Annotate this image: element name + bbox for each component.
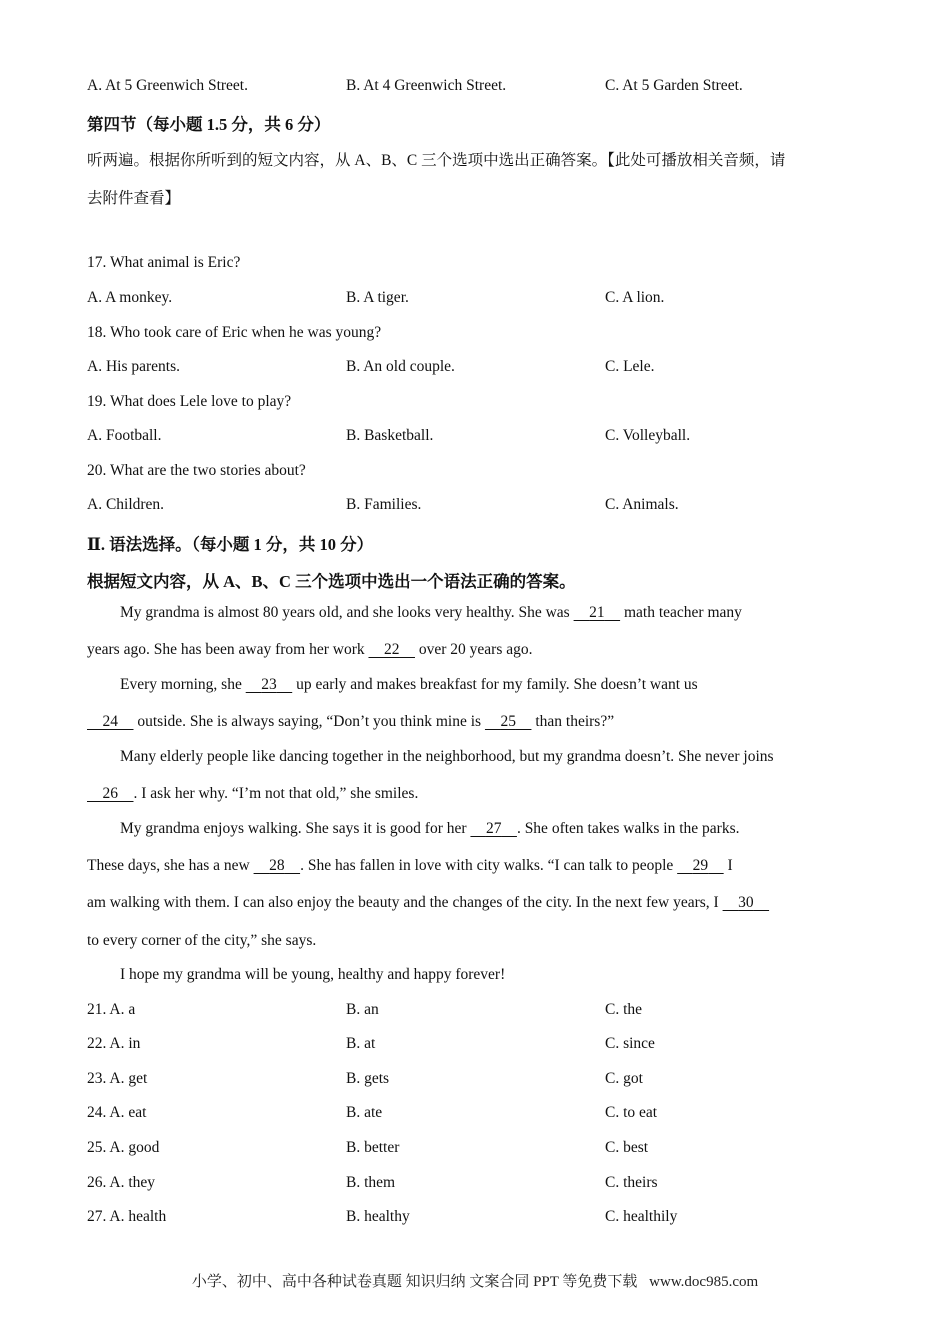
passage-line — [87, 785, 418, 803]
passage-line — [87, 641, 532, 659]
blank-21: 21 — [589, 604, 605, 621]
passage-text: My grandma is almost 80 years old, and she looks very healthy. She was — [120, 604, 574, 621]
q16-option-c: C. At 5 Garden Street. — [605, 77, 743, 94]
q20-option-a: A. Children. — [87, 496, 165, 513]
q23-option-a: 23. A. get — [87, 1070, 148, 1087]
passage-line — [120, 676, 698, 694]
q17-option-a: A. A monkey. — [87, 289, 173, 306]
q18-option-c: C. Lele. — [605, 358, 655, 375]
q23-option-c: C. got — [605, 1070, 643, 1087]
q20-option-b: B. Families. — [346, 496, 422, 513]
blank-22: 22 — [383, 641, 400, 658]
q24-option-a: 24. A. eat — [87, 1104, 147, 1121]
passage-text: than theirs?” — [531, 713, 615, 730]
passage-text: to every corner of the city,” she says. — [87, 932, 317, 949]
q19-option-c: C. Volleyball. — [605, 427, 691, 444]
q26-option-c: C. theirs — [605, 1174, 658, 1191]
q22-option-c: C. since — [605, 1035, 655, 1052]
q25-option-b: B. better — [346, 1139, 400, 1156]
footer-url[interactable]: www.doc985.com — [649, 1274, 759, 1290]
passage-text: . She has fallen in love with city walks. “I can talk to people — [300, 857, 678, 874]
footer-text: 小学、初中、高中各种试卷真题 知识归纳 文案合同 PPT 等免费下载 — [191, 1274, 638, 1290]
passage-text: Every morning, she — [120, 676, 246, 693]
q17-question: 17. What animal is Eric? — [87, 254, 241, 271]
q20-question: 20. What are the two stories about? — [87, 462, 306, 479]
passage-line — [120, 604, 742, 622]
blank-26: 26 — [102, 785, 118, 802]
passage-text: up early and makes breakfast for my family. She doesn’t want us — [292, 676, 698, 693]
q19-question: 19. What does Lele love to play? — [87, 393, 292, 410]
part2-instruction: 根据短文内容，从 A、B、C 三个选项中选出一个语法正确的答案。 — [87, 572, 576, 591]
passage-line — [87, 894, 769, 912]
q16-option-b: B. At 4 Greenwich Street. — [346, 77, 507, 94]
q23-option-b: B. gets — [346, 1070, 390, 1087]
section4-title: 第四节（每小题 1.5 分，共 6 分） — [87, 115, 331, 134]
q27-option-b: B. healthy — [346, 1208, 410, 1225]
q19-option-a: A. Football. — [87, 427, 162, 444]
q24-option-b: B. ate — [346, 1104, 383, 1121]
q21-option-c: C. the — [605, 1001, 643, 1018]
q26-option-a: 26. A. they — [87, 1174, 156, 1191]
passage-text: My grandma enjoys walking. She says it is good for her — [120, 820, 471, 837]
blank-27: 27 — [485, 820, 502, 837]
blank-24: 24 — [102, 713, 118, 730]
page-footer — [0, 1270, 950, 1291]
passage-line — [87, 932, 316, 950]
passage-text: Many elderly people like dancing together in the neighborhood, but my grandma doesn’t. She never joins — [120, 748, 774, 765]
q18-question: 18. Who took care of Eric when he was young? — [87, 324, 382, 341]
q27-option-a: 27. A. health — [87, 1208, 167, 1225]
part2-title: Ⅱ. 语法选择。（每小题 1 分，共 10 分） — [87, 535, 374, 554]
section4-instruction-line2: 去附件查看】 — [87, 190, 181, 207]
q18-option-a: A. His parents. — [87, 358, 180, 375]
passage-text: I hope my grandma will be young, healthy and happy forever! — [120, 966, 506, 983]
passage-text: am walking with them. I can also enjoy the beauty and the changes of the city. In the next few years, I — [87, 894, 723, 911]
q18-option-b: B. An old couple. — [346, 358, 455, 375]
passage-text: years ago. She has been away from her work — [87, 641, 369, 658]
passage-line — [120, 966, 505, 984]
q27-option-c: C. healthily — [605, 1208, 678, 1225]
passage-text: I — [723, 857, 733, 874]
passage-text: math teacher many — [620, 604, 742, 621]
passage-text: outside. She is always saying, “Don’t you think mine is — [133, 713, 485, 730]
passage-text: These days, she has a new — [87, 857, 254, 874]
q17-option-c: C. A lion. — [605, 289, 665, 306]
q22-option-a: 22. A. in — [87, 1035, 141, 1052]
q24-option-c: C. to eat — [605, 1104, 658, 1121]
q21-option-a: 21. A. a — [87, 1001, 136, 1018]
q26-option-b: B. them — [346, 1174, 396, 1191]
q16-option-a: A. At 5 Greenwich Street. — [87, 77, 248, 94]
passage-line — [87, 857, 733, 875]
q21-option-b: B. an — [346, 1001, 379, 1018]
passage-text: . She often takes walks in the parks. — [516, 820, 740, 837]
passage-text: . I ask her why. “I’m not that old,” she smiles. — [133, 785, 419, 802]
passage-line — [120, 820, 740, 838]
blank-30: 30 — [738, 894, 754, 911]
section4-instruction-line1: 听两遍。根据你所听到的短文内容，从 A、B、C 三个选项中选出正确答案。【此处可播放相关音频，请 — [87, 152, 786, 169]
q20-option-c: C. Animals. — [605, 496, 679, 513]
q19-option-b: B. Basketball. — [346, 427, 434, 444]
blank-28: 28 — [269, 857, 285, 874]
passage-line — [120, 748, 774, 766]
q22-option-b: B. at — [346, 1035, 376, 1052]
passage-line — [87, 713, 614, 731]
blank-29: 29 — [692, 857, 709, 874]
blank-23: 23 — [261, 676, 277, 693]
q25-option-c: C. best — [605, 1139, 649, 1156]
q25-option-a: 25. A. good — [87, 1139, 160, 1156]
q17-option-b: B. A tiger. — [346, 289, 409, 306]
blank-25: 25 — [500, 713, 516, 730]
passage-text: over 20 years ago. — [414, 641, 533, 658]
